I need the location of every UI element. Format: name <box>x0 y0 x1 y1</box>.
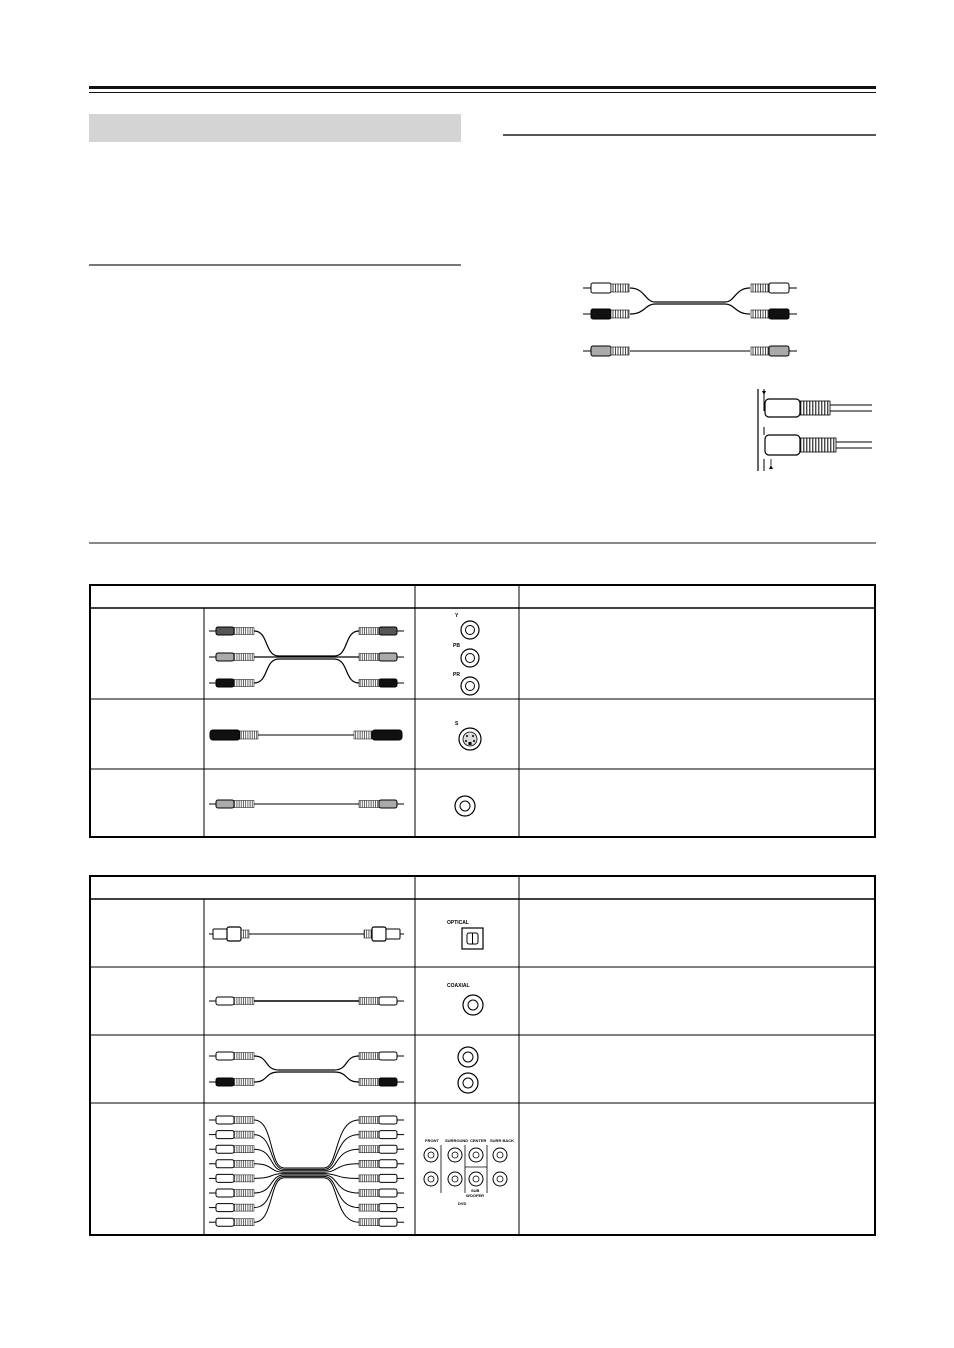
composite-video-cable <box>209 800 404 808</box>
multichannel-audio-cable <box>209 1116 404 1226</box>
s-video-jack <box>455 721 481 750</box>
jack-label-center: CENTER <box>470 1138 487 1143</box>
jack-label-coaxial: COAXIAL <box>447 983 470 989</box>
analog-audio-jacks <box>458 1047 478 1093</box>
jack-label-pr: PR <box>453 672 460 678</box>
optical-jack <box>447 920 483 949</box>
jack-label-front: FRONT <box>425 1138 439 1143</box>
coaxial-cable <box>209 997 404 1005</box>
jack-label-dvd: DVD <box>458 1201 467 1206</box>
jack-label-optical: OPTICAL <box>447 920 469 926</box>
right-section-rule <box>503 134 876 136</box>
section-header-bar <box>89 114 461 142</box>
multichannel-jacks <box>424 1138 514 1206</box>
white-plug-right <box>751 283 797 293</box>
jack-label-woofer: WOOFER <box>466 1193 484 1198</box>
composite-video-jack <box>455 796 475 816</box>
black-plug-right <box>751 309 797 319</box>
middle-section-rule <box>89 542 876 544</box>
stereo-audio-cable <box>583 283 797 319</box>
jack-label-surrback: SURR BACK <box>490 1138 514 1143</box>
plug-insertion-illustration <box>752 385 876 475</box>
jack-label-pb: PB <box>453 643 460 649</box>
top-rule-thin <box>89 92 876 93</box>
jack-label-s: S <box>455 721 459 727</box>
optical-cable <box>209 927 404 941</box>
audio-connection-table <box>89 875 877 1237</box>
audio-cable-illustration <box>575 275 805 370</box>
jack-label-sub: SUB <box>471 1188 480 1193</box>
white-plug-left <box>583 283 629 293</box>
component-video-cable <box>209 627 404 687</box>
top-rule <box>89 86 876 89</box>
s-video-cable <box>210 730 402 740</box>
analog-audio-cable <box>209 1052 404 1086</box>
black-plug-left <box>583 309 629 319</box>
left-section-rule <box>89 264 461 266</box>
jack-label-surround: SURROUND <box>445 1138 469 1143</box>
component-jacks <box>453 613 479 695</box>
coaxial-jack <box>447 983 483 1015</box>
mono-video-cable <box>583 346 797 356</box>
video-connection-table <box>89 584 877 839</box>
jack-label-y: Y <box>455 613 459 619</box>
